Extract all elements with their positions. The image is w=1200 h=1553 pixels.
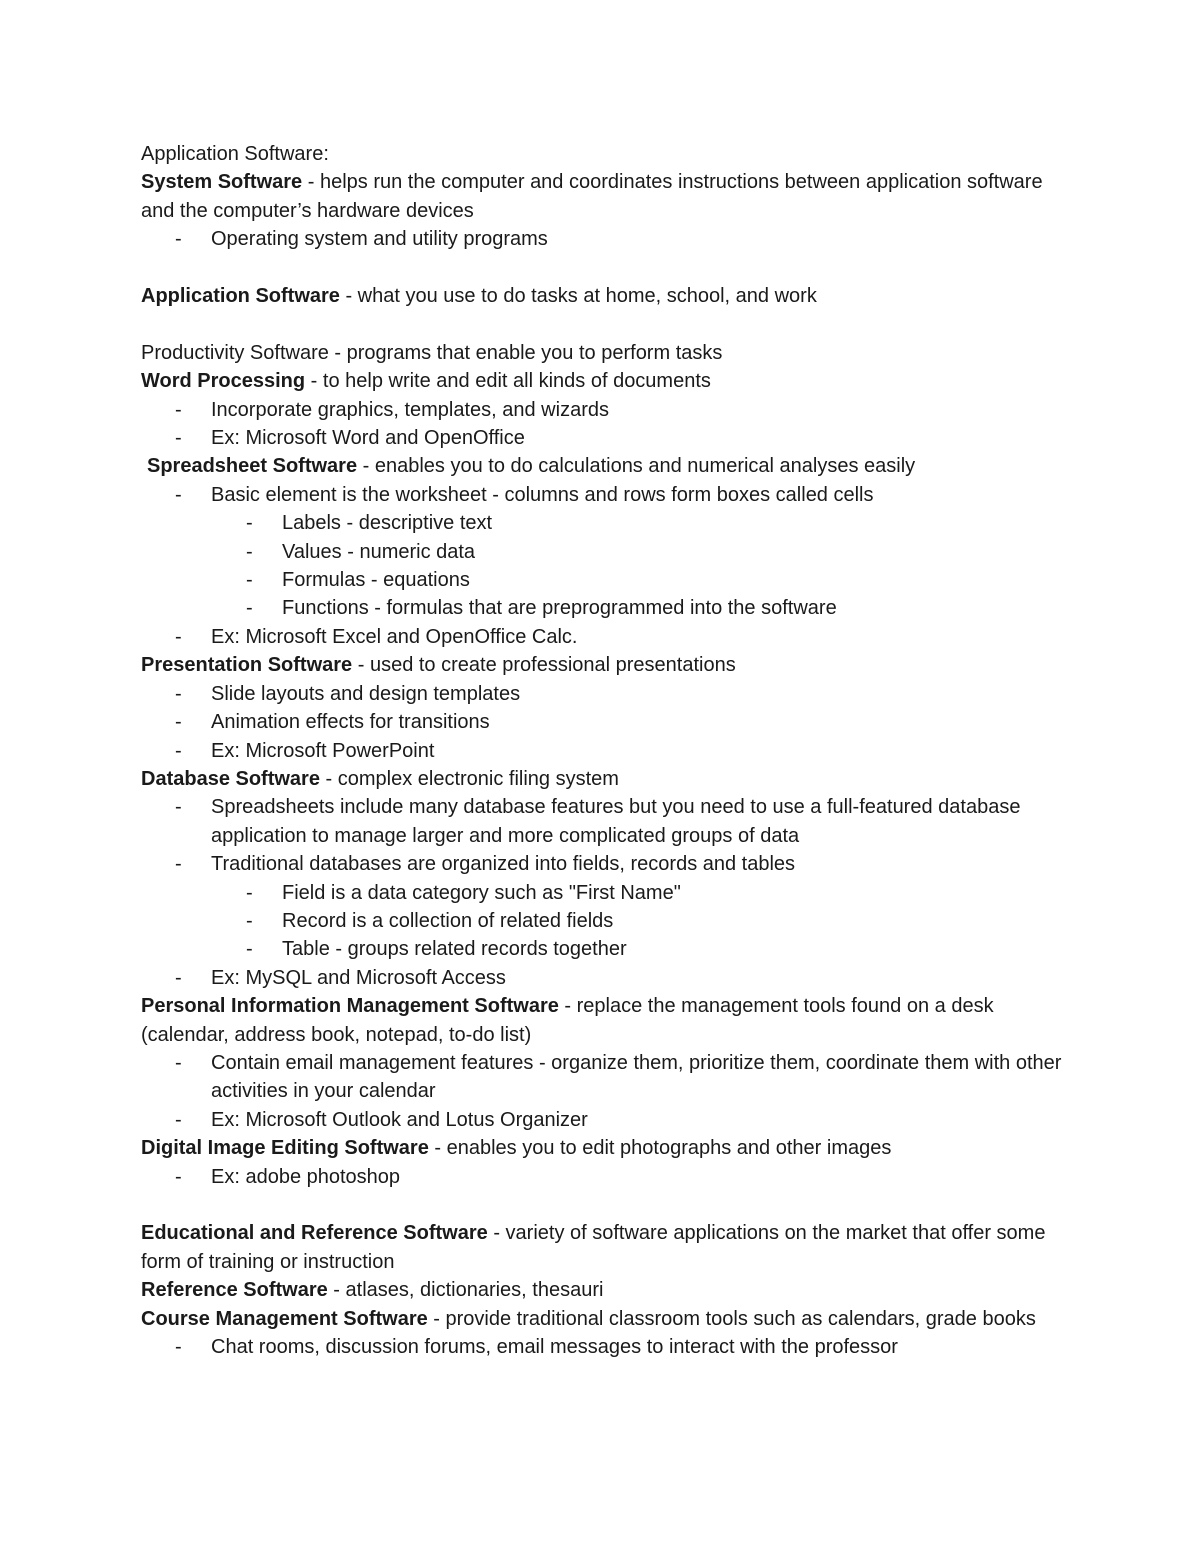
list-item-text: Record is a collection of related fields xyxy=(282,909,614,932)
list-item-text: Slide layouts and design templates xyxy=(211,682,521,705)
list-item-text: Chat rooms, discussion forums, email messages to interact with the professor xyxy=(211,1336,898,1359)
word-processing-definition xyxy=(141,367,1071,395)
application-software-definition xyxy=(141,282,1071,310)
bullet-dash: - xyxy=(175,1108,182,1131)
list-item-text: Table - groups related records together xyxy=(282,938,627,961)
list-item-text: Ex: Microsoft Outlook and Lotus Organizer xyxy=(211,1108,588,1131)
bullet-dash: - xyxy=(246,597,253,620)
presentation-software-definition xyxy=(141,651,1071,679)
bullet-dash: - xyxy=(246,909,253,932)
list-item-text: Formulas - equations xyxy=(282,569,470,592)
bullet-dash: - xyxy=(175,1336,182,1359)
term-pim-software: Personal Information Management Software xyxy=(141,995,559,1018)
list-item xyxy=(141,708,1071,736)
image-editing-software-definition xyxy=(141,1134,1071,1162)
list-item-text: Functions - formulas that are preprogrammed into the software xyxy=(282,597,837,620)
application-software-description: - what you use to do tasks at home, school, and work xyxy=(339,285,817,308)
database-software-definition xyxy=(141,765,1071,793)
list-item-text: Labels - descriptive text xyxy=(282,512,493,535)
list-item-text: Ex: MySQL and Microsoft Access xyxy=(211,966,506,989)
list-item-text: Basic element is the worksheet - columns and rows form boxes called cells xyxy=(211,483,874,506)
educational-software-description: - variety of software applications on the market that offer some form of training or instruction xyxy=(141,1222,1046,1273)
bullet-dash: - xyxy=(175,483,182,506)
course-management-software-description: - provide traditional classroom tools such as calendars, grade books xyxy=(427,1307,1036,1330)
educational-software-definition xyxy=(141,1219,1071,1276)
sub-list-item xyxy=(141,566,1071,594)
sub-list-item xyxy=(141,509,1071,537)
list-item xyxy=(141,396,1071,424)
system-software-definition xyxy=(141,168,1071,225)
document-title: Application Software: xyxy=(141,143,329,165)
bullet-dash: - xyxy=(175,739,182,762)
bullet-dash: - xyxy=(175,853,182,876)
term-spreadsheet-software: Spreadsheet Software xyxy=(147,455,358,478)
list-item xyxy=(141,623,1071,651)
term-course-management-software: Course Management Software xyxy=(141,1307,428,1330)
paragraph-gap xyxy=(141,310,1071,338)
bullet-dash: - xyxy=(175,625,182,648)
bullet-dash: - xyxy=(246,569,253,592)
term-educational-software: Educational and Reference Software xyxy=(141,1222,488,1245)
database-software-description: - complex electronic filing system xyxy=(319,767,619,790)
reference-software-description: - atlases, dictionaries, thesauri xyxy=(327,1279,604,1302)
list-item xyxy=(141,964,1071,992)
document-page xyxy=(141,140,1071,1361)
productivity-software-definition: Productivity Software - programs that enable you to perform tasks xyxy=(141,341,723,364)
list-item-text: Animation effects for transitions xyxy=(211,711,490,734)
list-item-text: Incorporate graphics, templates, and wizards xyxy=(211,398,609,421)
sub-list-item xyxy=(141,538,1071,566)
bullet-dash: - xyxy=(175,796,182,819)
reference-software-definition xyxy=(141,1276,1071,1304)
list-item xyxy=(141,1163,1071,1191)
term-presentation-software: Presentation Software xyxy=(141,654,353,677)
paragraph-gap xyxy=(141,1191,1071,1219)
list-item xyxy=(141,850,1071,878)
list-item xyxy=(141,481,1071,509)
list-item-text: Contain email management features - organize them, prioritize them, coordinate them with other activities in your calendar xyxy=(211,1051,1062,1103)
list-item xyxy=(141,1106,1071,1134)
course-management-software-definition xyxy=(141,1305,1071,1333)
list-item-text: Values - numeric data xyxy=(282,540,476,563)
list-item-text: Ex: Microsoft PowerPoint xyxy=(211,739,435,762)
presentation-software-description: - used to create professional presentations xyxy=(352,654,736,677)
bullet-dash: - xyxy=(246,881,253,904)
bullet-dash: - xyxy=(246,938,253,961)
list-item-text: Ex: adobe photoshop xyxy=(211,1165,401,1188)
bullet-dash: - xyxy=(175,398,182,421)
list-item-text: Spreadsheets include many database features but you need to use a full-featured database application to manage larger and more complicated groups of data xyxy=(211,796,1021,847)
term-database-software: Database Software xyxy=(141,767,320,790)
list-item xyxy=(141,1333,1071,1361)
list-item xyxy=(141,737,1071,765)
paragraph-gap xyxy=(141,254,1071,282)
bullet-dash: - xyxy=(175,711,182,734)
bullet-dash: - xyxy=(175,682,182,705)
term-word-processing: Word Processing xyxy=(141,370,306,393)
word-processing-description: - to help write and edit all kinds of documents xyxy=(305,370,711,393)
bullet-dash: - xyxy=(175,966,182,989)
bullet-dash: - xyxy=(175,427,182,450)
sub-list-item xyxy=(141,935,1071,963)
pim-software-description: - replace the management tools found on a desk (calendar, address book, notepad, to-do list) xyxy=(141,995,994,1046)
list-item xyxy=(141,225,1071,253)
list-item xyxy=(141,1049,1071,1106)
list-item xyxy=(141,680,1071,708)
bullet-dash: - xyxy=(175,228,182,251)
sub-list-item xyxy=(141,879,1071,907)
sub-list-item xyxy=(141,907,1071,935)
spreadsheet-software-description: - enables you to do calculations and numerical analyses easily xyxy=(357,455,916,478)
list-item-text: Ex: Microsoft Excel and OpenOffice Calc. xyxy=(211,625,578,648)
list-item-text: Ex: Microsoft Word and OpenOffice xyxy=(211,427,525,450)
term-image-editing-software: Digital Image Editing Software xyxy=(141,1137,429,1160)
sub-list-item xyxy=(141,594,1071,622)
image-editing-software-description: - enables you to edit photographs and other images xyxy=(428,1137,892,1160)
spreadsheet-software-definition xyxy=(141,452,1071,480)
term-reference-software: Reference Software xyxy=(141,1279,328,1302)
list-item xyxy=(141,793,1071,850)
list-item-text: Field is a data category such as "First Name" xyxy=(282,881,681,904)
system-software-description: - helps run the computer and coordinates instructions between application software and the computer’s hardware devices xyxy=(141,171,1043,222)
list-item xyxy=(141,424,1071,452)
bullet-dash: - xyxy=(246,540,253,563)
bullet-dash: - xyxy=(175,1051,182,1074)
term-application-software: Application Software xyxy=(141,285,340,308)
term-system-software: System Software xyxy=(141,171,303,194)
bullet-dash: - xyxy=(246,512,253,535)
list-item-text: Traditional databases are organized into fields, records and tables xyxy=(211,853,796,876)
pim-software-definition xyxy=(141,992,1071,1049)
bullet-dash: - xyxy=(175,1165,182,1188)
list-item-text: Operating system and utility programs xyxy=(211,228,548,251)
